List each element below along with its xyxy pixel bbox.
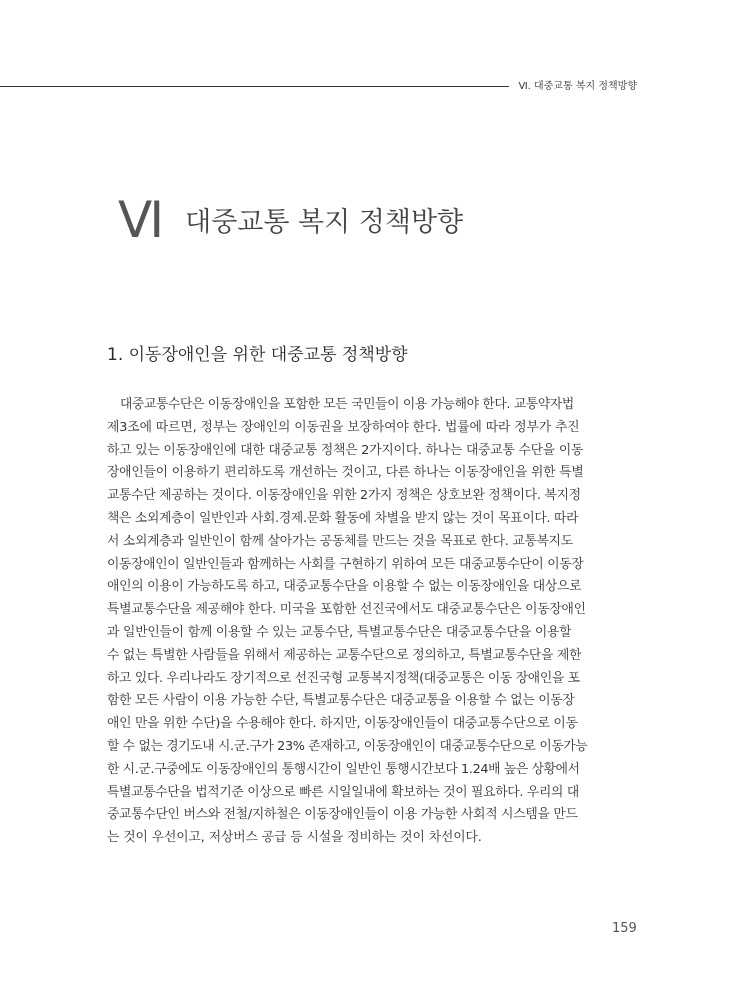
header-rule [0,86,509,87]
body-line: 애인의 이용이 가능하도록 하고, 대중교통수단을 이용할 수 없는 이동장애인을 대상으로 [107,579,582,595]
body-line: 교통수단 제공하는 것이다. 이동장애인을 위한 2가지 정책은 상호보완 정책이다. 복지정 [107,488,581,504]
body-line: 수 없는 특별한 사람들을 위해서 제공하는 교통수단으로 정의하고, 특별교통수단을 제한 [107,647,582,663]
body-line: 제3조에 따르면, 정부는 장애인의 이동권을 보장하여야 한다. 법률에 따라 정부가 추진 [107,419,580,435]
body-line: 하고 있는 이동장애인에 대한 대중교통 정책은 2가지이다. 하나는 대중교통 수단을 이동 [107,442,584,458]
body-line: 할 수 없는 경기도내 시.군.구가 23% 존재하고, 이동장애인이 대중교통수단으로 이동가능 [107,738,588,754]
running-title: Ⅵ. 대중교통 복지 정책방향 [518,81,637,92]
body-line: 특별교통수단을 법적기준 이상으로 빠른 시일일내에 확보하는 것이 필요하다. 우리의 대 [107,784,579,800]
body-line: 한 시.군.구중에도 이동장애인의 통행시간이 일반인 통행시간보다 1.24배 높은 상황에서 [107,761,580,777]
body-line: 특별교통수단을 제공해야 한다. 미국을 포함한 선진국에서도 대중교통수단은 이동장애인 [107,602,586,618]
chapter-numeral: Ⅵ [118,191,164,249]
body-line: 는 것이 우선이고, 저상버스 공급 등 시설을 정비하는 것이 차선이다. [107,830,482,846]
body-line: 대중교통수단은 이동장애인을 포함한 모든 국민들이 이용 가능해야 한다. 교통약자법 [120,397,574,412]
running-header [0,81,741,95]
body-line: 애인 만을 위한 수단)을 수용해야 한다. 하지만, 이동장애인들이 대중교통수단으로 이동 [107,716,578,732]
body-line: 장애인들이 이용하기 편리하도록 개선하는 것이고, 다른 하나는 이동장애인을 위한 특별 [107,465,584,481]
chapter-title: 대중교통 복지 정책방향 [185,207,464,238]
body-line: 책은 소외계층이 일반인과 사회.경제.문화 활동에 차별을 받지 않는 것이 목표이다. 따라 [107,510,579,526]
chapter-heading [118,190,463,250]
body-line: 이동장애인이 일반인들과 함께하는 사회를 구현하기 위하여 모든 대중교통수단이 이동장 [107,556,584,572]
body-paragraph [107,394,634,850]
section-heading: 1. 이동장애인을 위한 대중교통 정책방향 [107,345,408,365]
body-line: 함한 모든 사람이 이용 가능한 수단, 특별교통수단은 대중교통을 이용할 수 없는 이동장 [107,693,575,709]
body-line: 과 일반인들이 함께 이용할 수 있는 교통수단, 특별교통수단은 대중교통수단을 이용할 [107,624,572,640]
body-line: 중교통수단인 버스와 전철/지하철은 이동장애인들이 이용 가능한 사회적 시스템을 만드 [107,807,578,823]
body-line: 서 소외계층과 일반인이 함께 살아가는 공동체를 만드는 것을 목표로 한다. 교통복지도 [107,533,573,549]
page-number: 159 [612,921,637,936]
body-line: 하고 있다. 우리나라도 장기적으로 선진국형 교통복지정책(대중교통은 이동 장애인을 포 [107,670,580,686]
